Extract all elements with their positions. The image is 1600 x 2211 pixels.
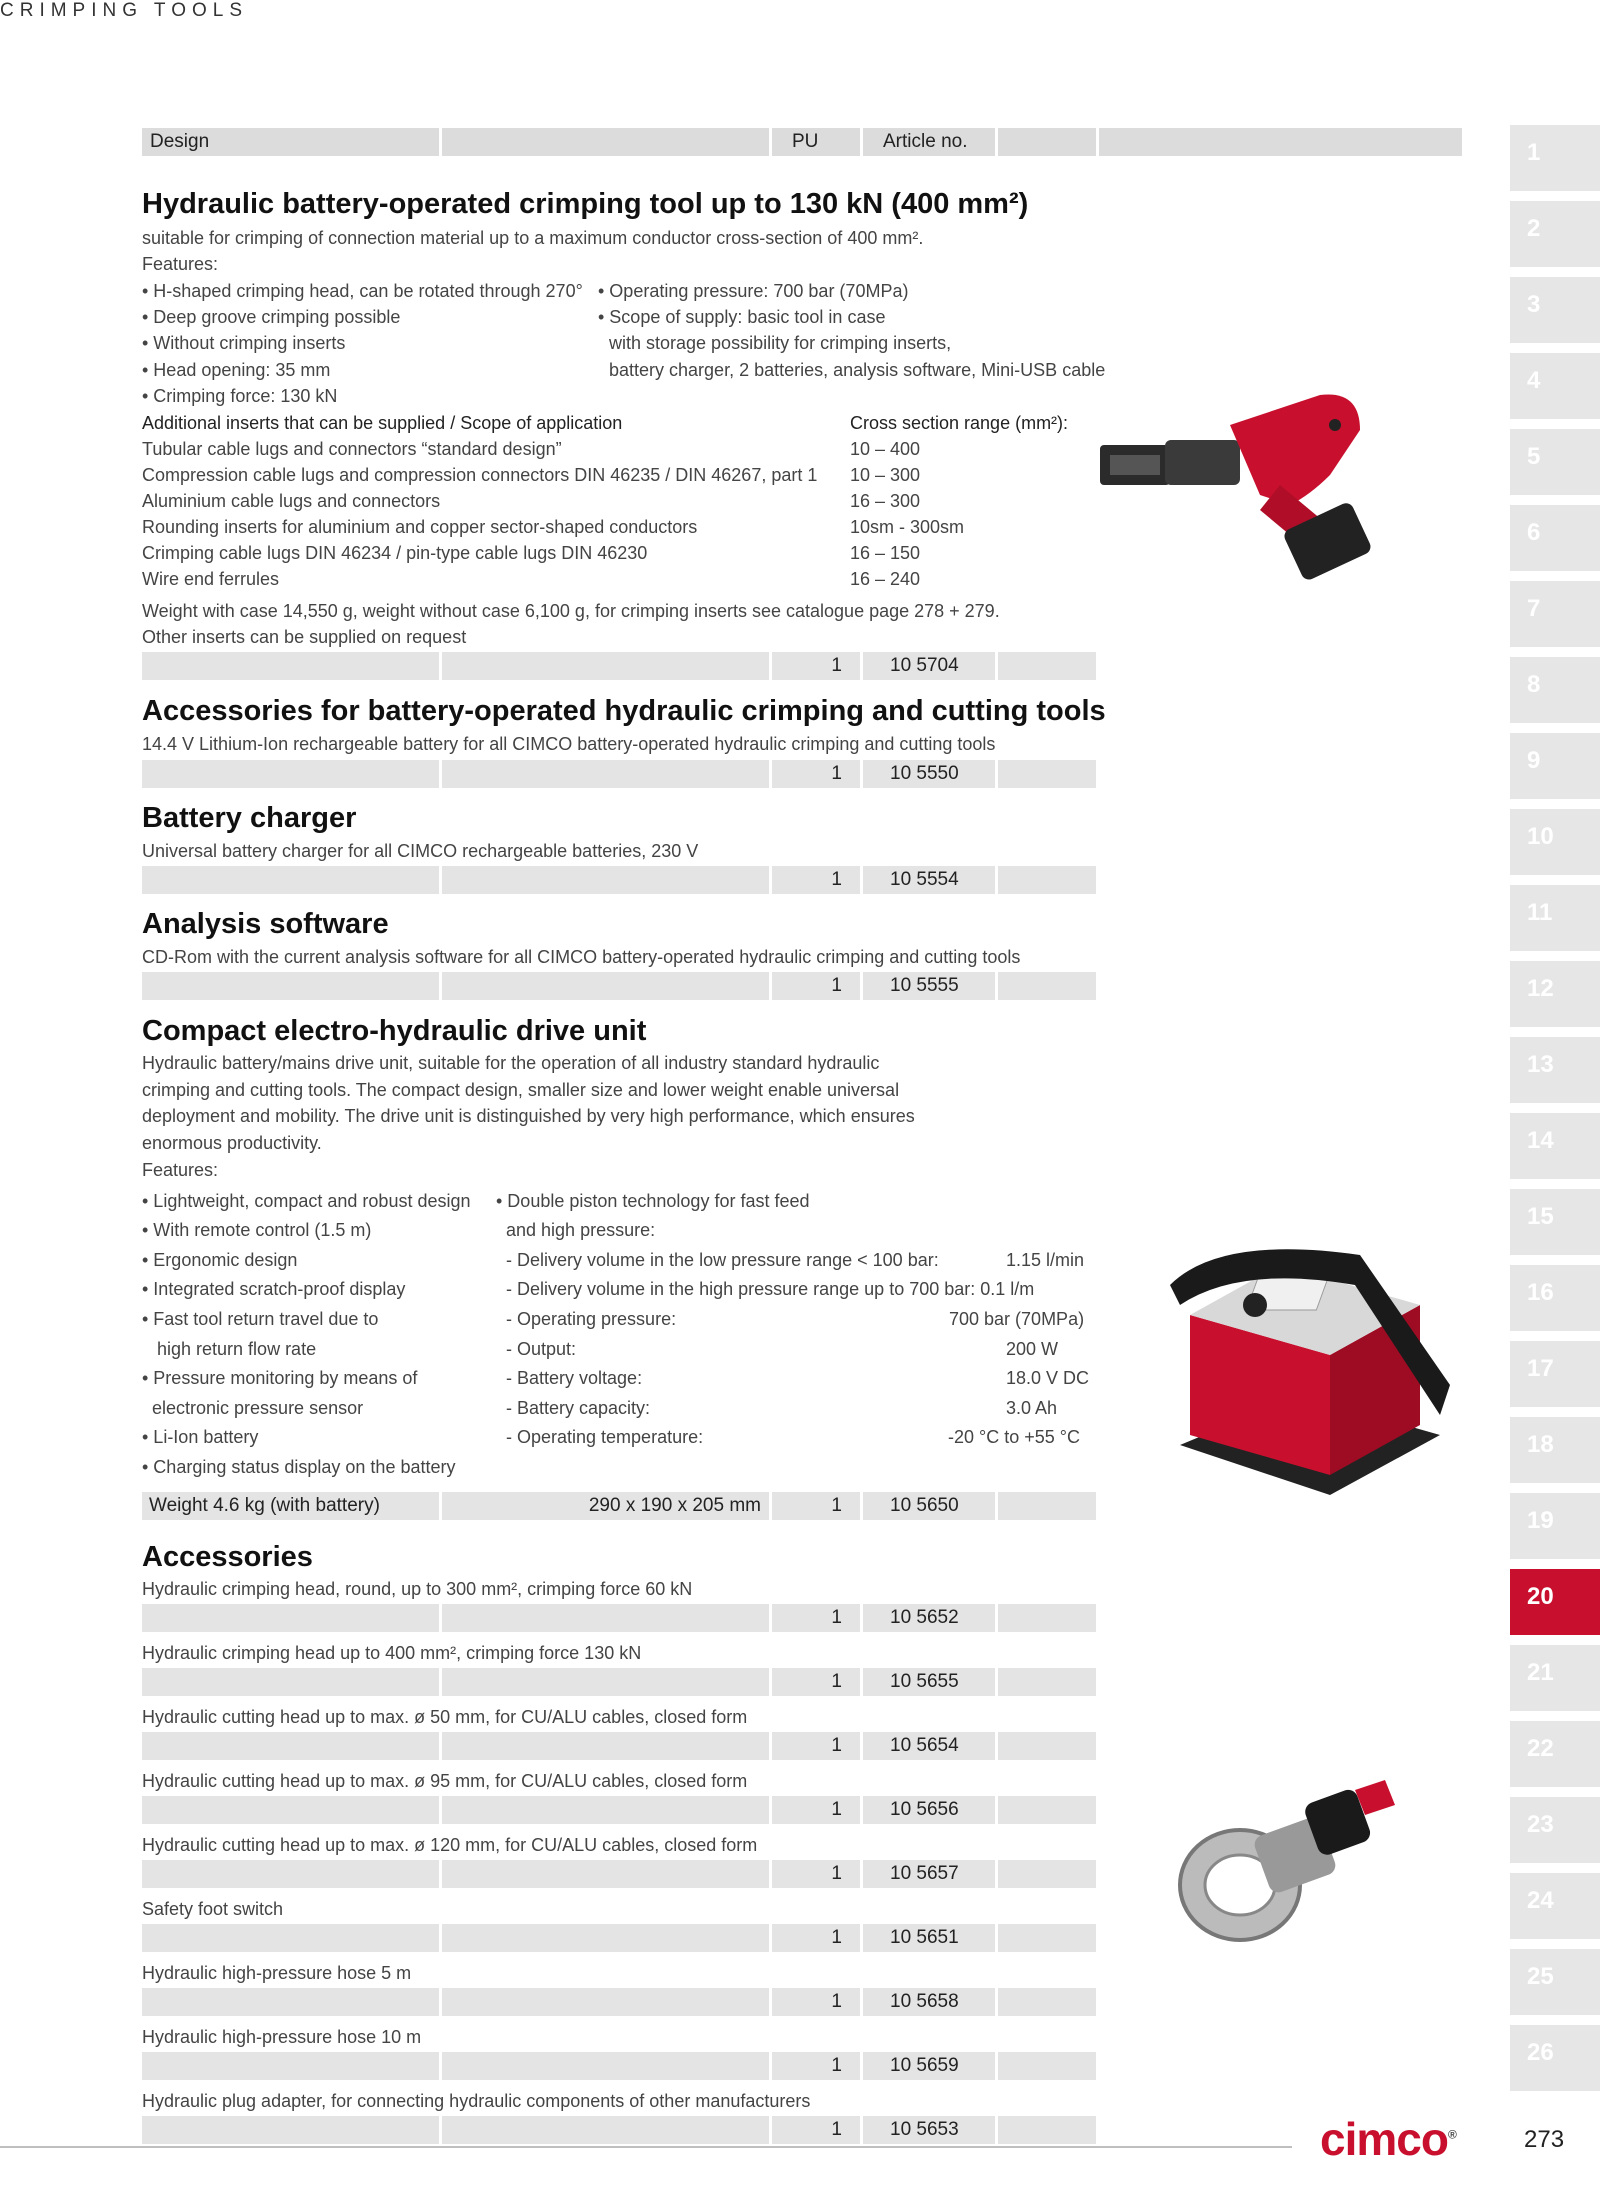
article-cell: 10 5555 xyxy=(863,972,995,1000)
article-cell: 10 5652 xyxy=(863,1604,995,1632)
description-line: enormous productivity. xyxy=(142,1133,322,1153)
pu-cell: 1 xyxy=(772,2116,860,2144)
feature-item: • Integrated scratch-proof display xyxy=(142,1279,406,1299)
inserts-note: Other inserts can be supplied on request xyxy=(142,627,467,647)
chapter-tab[interactable]: 17 xyxy=(1510,1341,1600,1407)
spec-label: - Operating pressure: xyxy=(506,1309,677,1329)
chapter-tab[interactable]: 12 xyxy=(1510,961,1600,1027)
description-line: crimping and cutting tools. The compact design, smaller size and lower weight enable universal xyxy=(142,1080,900,1100)
chapter-tab[interactable]: 25 xyxy=(1510,1949,1600,2015)
article-cell: 10 5554 xyxy=(863,866,995,894)
feature-item: and high pressure: xyxy=(506,1220,656,1240)
article-cell: 10 5654 xyxy=(863,1732,995,1760)
pu-cell: 1 xyxy=(772,972,860,1000)
spec-label: - Output: xyxy=(506,1339,577,1359)
accessory-desc: Hydraulic crimping head up to 400 mm², crimping force 130 kN xyxy=(142,1643,642,1663)
article-cell: 10 5550 xyxy=(863,760,995,788)
chapter-tab[interactable]: 18 xyxy=(1510,1417,1600,1483)
spec-value: 3.0 Ah xyxy=(1006,1398,1058,1418)
article-cell: 10 5658 xyxy=(863,1988,995,2016)
spec-value: 200 W xyxy=(1006,1339,1059,1359)
table-row xyxy=(142,866,1096,894)
chapter-tab[interactable]: 22 xyxy=(1510,1721,1600,1787)
accessory-desc: Hydraulic cutting head up to max. ø 95 mm, for CU/ALU cables, closed form xyxy=(142,1771,748,1791)
chapter-tab[interactable]: 1 xyxy=(1510,125,1600,191)
table-row xyxy=(142,972,1096,1000)
article-cell: 10 5653 xyxy=(863,2116,995,2144)
chapter-tab[interactable]: 19 xyxy=(1510,1493,1600,1559)
table-row xyxy=(142,1860,1096,1888)
insert-name: Compression cable lugs and compression connectors DIN 46235 / DIN 46267, part 1 xyxy=(142,465,818,485)
features-label: Features: xyxy=(142,1160,219,1180)
footer-divider xyxy=(0,2146,1292,2148)
chapter-tab[interactable]: 16 xyxy=(1510,1265,1600,1331)
cimco-logo: cimco® xyxy=(1320,2113,1456,2165)
table-row xyxy=(142,2116,1096,2144)
insert-range: 10 – 300 xyxy=(850,465,921,485)
section-title-battery-charger: Battery charger xyxy=(142,802,357,834)
chapter-tab[interactable]: 7 xyxy=(1510,581,1600,647)
insert-name: Tubular cable lugs and connectors “standard design” xyxy=(142,439,562,459)
spec-value: 18.0 V DC xyxy=(1006,1368,1090,1388)
pu-cell: 1 xyxy=(772,1492,860,1520)
insert-name: Aluminium cable lugs and connectors xyxy=(142,491,441,511)
article-cell: 10 5704 xyxy=(863,652,995,680)
accessory-desc: Hydraulic plug adapter, for connecting hydraulic components of other manufacturers xyxy=(142,2091,811,2111)
table-row xyxy=(142,1796,1096,1824)
insert-range: 16 – 300 xyxy=(850,491,921,511)
table-row xyxy=(142,1668,1096,1696)
section-title-accessories: Accessories xyxy=(142,1541,313,1573)
pu-cell: 1 xyxy=(772,1796,860,1824)
accessory-desc: Hydraulic cutting head up to max. ø 50 mm, for CU/ALU cables, closed form xyxy=(142,1707,748,1727)
crimping-head-image xyxy=(1170,1775,1400,1955)
pu-cell: 1 xyxy=(772,1924,860,1952)
feature-item: • Pressure monitoring by means of xyxy=(142,1368,418,1388)
article-cell: 10 5650 xyxy=(863,1492,995,1520)
accessory-desc: Hydraulic high-pressure hose 10 m xyxy=(142,2027,422,2047)
spec-value: 1.15 l/min xyxy=(1006,1250,1085,1270)
dimensions-cell: 290 x 190 x 205 mm xyxy=(442,1492,769,1520)
description-line: deployment and mobility. The drive unit is distinguished by very high performance, which ensures xyxy=(142,1106,915,1126)
weight-cell: Weight 4.6 kg (with battery) xyxy=(142,1492,439,1520)
feature-item: • Double piston technology for fast feed xyxy=(496,1191,810,1211)
inserts-header: Additional inserts that can be supplied / Scope of application xyxy=(142,413,623,433)
feature-item: • Deep groove crimping possible xyxy=(142,307,401,327)
section-title-analysis-software: Analysis software xyxy=(142,908,389,940)
section-title-crimping-tool: Hydraulic battery-operated crimping tool up to 130 kN (400 mm²) xyxy=(142,188,1029,220)
subtitle: CD-Rom with the current analysis software for all CIMCO battery-operated hydraulic crimping and cutting tools xyxy=(142,947,1021,967)
table-row xyxy=(142,2052,1096,2080)
chapter-tab[interactable]: 3 xyxy=(1510,277,1600,343)
chapter-tab[interactable]: 11 xyxy=(1510,885,1600,951)
subtitle: suitable for crimping of connection material up to a maximum conductor cross-section of 400 mm². xyxy=(142,228,924,248)
chapter-tab[interactable]: 10 xyxy=(1510,809,1600,875)
article-cell: 10 5656 xyxy=(863,1796,995,1824)
pu-cell: 1 xyxy=(772,1604,860,1632)
chapter-tab[interactable]: 26 xyxy=(1510,2025,1600,2091)
feature-item: • Operating pressure: 700 bar (70MPa) xyxy=(598,281,909,301)
chapter-tab-active[interactable]: 20 xyxy=(1510,1569,1600,1635)
spec-label: - Delivery volume in the high pressure range up to 700 bar: 0.1 l/m xyxy=(506,1279,1035,1299)
spec-label: - Delivery volume in the low pressure range < 100 bar: xyxy=(506,1250,939,1270)
insert-range: 16 – 240 xyxy=(850,569,921,589)
chapter-tab[interactable]: 9 xyxy=(1510,733,1600,799)
header-empty-2 xyxy=(998,128,1096,156)
accessory-desc: Hydraulic crimping head, round, up to 300 mm², crimping force 60 kN xyxy=(142,1579,693,1599)
table-row xyxy=(142,1604,1096,1632)
range-header: Cross section range (mm²): xyxy=(850,413,1069,433)
chapter-tab[interactable]: 24 xyxy=(1510,1873,1600,1939)
insert-name: Rounding inserts for aluminium and copper sector-shaped conductors xyxy=(142,517,698,537)
weight-note: Weight with case 14,550 g, weight without case 6,100 g, for crimping inserts see catalogue page 278 + 279. xyxy=(142,601,1000,621)
feature-item: • Charging status display on the battery xyxy=(142,1457,456,1477)
chapter-tab[interactable]: 14 xyxy=(1510,1113,1600,1179)
subtitle: 14.4 V Lithium-Ion rechargeable battery for all CIMCO battery-operated hydraulic crimping and cutting tools xyxy=(142,734,996,754)
accessory-desc: Safety foot switch xyxy=(142,1899,284,1919)
pu-cell: 1 xyxy=(772,1732,860,1760)
drive-unit-image xyxy=(1160,1245,1460,1530)
pu-cell: 1 xyxy=(772,652,860,680)
feature-item: high return flow rate xyxy=(157,1339,317,1359)
spec-value: 700 bar (70MPa) xyxy=(949,1309,1085,1329)
chapter-tab[interactable]: 2 xyxy=(1510,201,1600,267)
insert-range: 10sm - 300sm xyxy=(850,517,965,537)
feature-item: • Ergonomic design xyxy=(142,1250,298,1270)
table-row xyxy=(142,1988,1096,2016)
feature-item: electronic pressure sensor xyxy=(152,1398,364,1418)
table-header xyxy=(142,128,1462,156)
header-article: Article no. xyxy=(863,128,995,156)
insert-range: 16 – 150 xyxy=(850,543,921,563)
insert-name: Wire end ferrules xyxy=(142,569,280,589)
crimping-tool-image xyxy=(1090,385,1380,590)
article-cell: 10 5651 xyxy=(863,1924,995,1952)
header-empty xyxy=(442,128,769,156)
feature-item: • Li-Ion battery xyxy=(142,1427,259,1447)
accessory-desc: Hydraulic cutting head up to max. ø 120 mm, for CU/ALU cables, closed form xyxy=(142,1835,758,1855)
spec-label: - Operating temperature: xyxy=(506,1427,704,1447)
spec-label: - Battery voltage: xyxy=(506,1368,643,1388)
pu-cell: 1 xyxy=(772,2052,860,2080)
page-number: 273 xyxy=(1524,2126,1565,2153)
spec-label: - Battery capacity: xyxy=(506,1398,651,1418)
feature-item: battery charger, 2 batteries, analysis software, Mini-USB cable xyxy=(609,360,1106,380)
header-pu: PU xyxy=(772,128,860,156)
accessory-desc: Hydraulic high-pressure hose 5 m xyxy=(142,1963,412,1983)
subtitle: Universal battery charger for all CIMCO rechargeable batteries, 230 V xyxy=(142,841,699,861)
feature-item: • Without crimping inserts xyxy=(142,333,346,353)
section-title-accessories-battery: Accessories for battery-operated hydraulic crimping and cutting tools xyxy=(142,695,1106,727)
table-row xyxy=(142,1732,1096,1760)
pu-cell: 1 xyxy=(772,1860,860,1888)
feature-item: • Scope of supply: basic tool in case xyxy=(598,307,886,327)
chapter-tab[interactable]: 21 xyxy=(1510,1645,1600,1711)
features-label: Features: xyxy=(142,254,219,274)
pu-cell: 1 xyxy=(772,866,860,894)
description-line: Hydraulic battery/mains drive unit, suitable for the operation of all industry standard hydraulic xyxy=(142,1053,880,1073)
table-row xyxy=(142,1924,1096,1952)
article-cell: 10 5659 xyxy=(863,2052,995,2080)
insert-name: Crimping cable lugs DIN 46234 / pin-type cable lugs DIN 46230 xyxy=(142,543,648,563)
chapter-tab[interactable]: 8 xyxy=(1510,657,1600,723)
pu-cell: 1 xyxy=(772,1668,860,1696)
table-row xyxy=(142,1492,1096,1520)
table-row xyxy=(142,652,1096,680)
spec-value: -20 °C to +55 °C xyxy=(948,1427,1080,1447)
pu-cell: 1 xyxy=(772,1988,860,2016)
feature-item: • With remote control (1.5 m) xyxy=(142,1220,372,1240)
feature-item: with storage possibility for crimping inserts, xyxy=(609,333,952,353)
feature-item: • Crimping force: 130 kN xyxy=(142,386,338,406)
article-cell: 10 5657 xyxy=(863,1860,995,1888)
chapter-tab[interactable]: 4 xyxy=(1510,353,1600,419)
header-empty-3 xyxy=(1099,128,1462,156)
header-design: Design xyxy=(142,128,439,156)
chapter-tab[interactable]: 6 xyxy=(1510,505,1600,571)
insert-range: 10 – 400 xyxy=(850,439,921,459)
chapter-tab[interactable]: 5 xyxy=(1510,429,1600,495)
chapter-tab[interactable]: 13 xyxy=(1510,1037,1600,1103)
table-row xyxy=(142,760,1096,788)
section-title-drive-unit: Compact electro-hydraulic drive unit xyxy=(142,1015,647,1047)
pu-cell: 1 xyxy=(772,760,860,788)
section-title: CRIMPING TOOLS xyxy=(0,0,248,21)
feature-item: • Head opening: 35 mm xyxy=(142,360,331,380)
chapter-tab[interactable]: 15 xyxy=(1510,1189,1600,1255)
article-cell: 10 5655 xyxy=(863,1668,995,1696)
chapter-tab[interactable]: 23 xyxy=(1510,1797,1600,1863)
feature-item: • Fast tool return travel due to xyxy=(142,1309,379,1329)
feature-item: • H-shaped crimping head, can be rotated through 270° xyxy=(142,281,583,301)
feature-item: • Lightweight, compact and robust design xyxy=(142,1191,471,1211)
